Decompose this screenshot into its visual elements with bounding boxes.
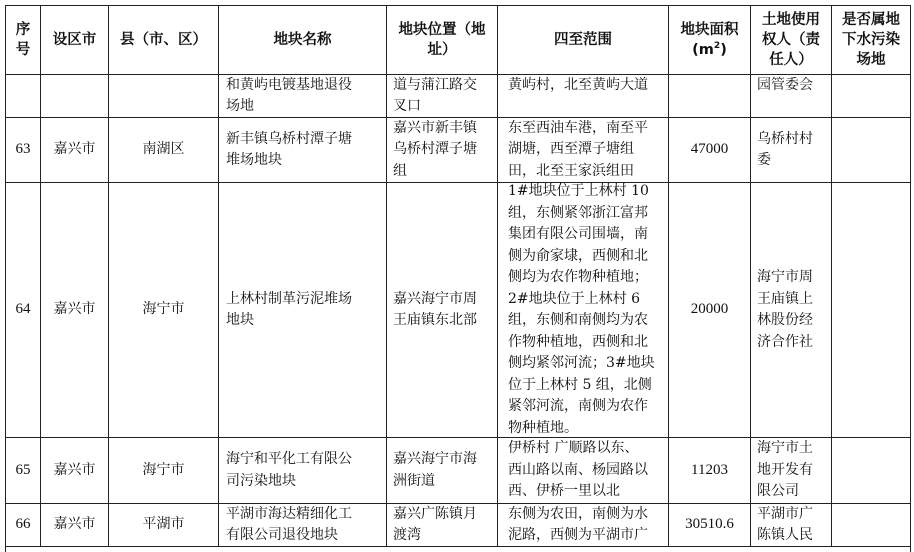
cell-location: 嘉兴广陈镇月 渡湾 — [393, 505, 477, 543]
cell-bounds: 东至西油车港，南至平 湖塘，西至潭子塘组 田，北至王家浜组田 — [508, 119, 648, 179]
column-divider — [831, 5, 832, 546]
header-area-prefix: 地块面积 (m — [680, 22, 739, 58]
column-divider — [750, 5, 751, 546]
cell-bounds: 黄屿村，北至黄屿大道 — [508, 77, 648, 93]
header-seq: 序 号 — [15, 22, 31, 58]
header-area-suffix: ) — [720, 42, 727, 58]
cell-seq: 63 — [15, 141, 31, 158]
cell-name: 新丰镇乌桥村潭子塘 堆场地块 — [226, 130, 352, 168]
cell-county: 平湖市 — [142, 516, 185, 533]
cell-bounds: 伊桥村 广顺路以东、 西山路以南、杨园路以 西、伊桥一里以北 — [508, 440, 648, 500]
header-groundwater: 是否属地 下水污染 场地 — [842, 12, 900, 68]
column-divider — [218, 5, 219, 546]
cell-location: 嘉兴海宁市周 王庙镇东北部 — [393, 290, 477, 328]
column-divider — [497, 5, 498, 546]
cell-area: 47000 — [690, 141, 729, 158]
cell-area: 11203 — [691, 461, 728, 478]
cell-county: 南湖区 — [142, 141, 185, 158]
cell-name: 和黄屿电镀基地退役 场地 — [226, 76, 352, 114]
cell-owner: 园管委会 — [757, 77, 813, 93]
cell-owner: 乌桥村村 委 — [757, 130, 813, 168]
row-divider — [5, 546, 910, 547]
cell-seq: 66 — [15, 516, 31, 533]
header-name: 地块名称 — [273, 32, 332, 48]
column-divider — [386, 5, 387, 546]
cell-city: 嘉兴市 — [53, 516, 96, 533]
cell-name: 上林村制革污泥堆场 地块 — [226, 290, 352, 328]
header-area-sup: 2 — [713, 41, 721, 52]
cell-seq: 65 — [15, 461, 31, 478]
cell-owner: 海宁市土 地开发有 限公司 — [757, 440, 813, 500]
header-area — [669, 6, 750, 74]
cell-name: 海宁和平化工有限公 司污染地块 — [226, 451, 352, 489]
column-divider — [910, 5, 911, 552]
cell-seq: 64 — [15, 301, 31, 318]
cell-area: 30510.6 — [685, 516, 734, 533]
header-owner: 土地使用 权人（责 任人） — [762, 12, 820, 68]
cell-location: 嘉兴市新丰镇 乌桥村潭子塘 组 — [393, 119, 477, 179]
cell-county: 海宁市 — [142, 301, 185, 318]
header-county: 县（市、区） — [120, 32, 207, 48]
cell-area: 20000 — [690, 301, 729, 318]
cell-name: 平湖市海达精细化工 有限公司退役地块 — [226, 505, 352, 543]
cell-owner: 平湖市广 陈镇人民 — [757, 505, 813, 543]
cell-city: 嘉兴市 — [53, 301, 96, 318]
cell-owner: 海宁市周 王庙镇上 林股份经 济合作社 — [757, 269, 813, 350]
header-location: 地块位置（地 址） — [398, 22, 486, 58]
cell-location: 嘉兴海宁市海 洲街道 — [393, 451, 477, 489]
cell-location: 道与蒲江路交 叉口 — [393, 76, 477, 114]
header-city: 设区市 — [52, 32, 97, 48]
cell-bounds: 东侧为农田，南侧为水 泥路，西侧为平湖市广 — [508, 505, 648, 543]
cell-county: 海宁市 — [142, 461, 185, 478]
cell-city: 嘉兴市 — [53, 461, 96, 478]
cell-city: 嘉兴市 — [53, 141, 96, 158]
header-bounds: 四至范围 — [554, 32, 612, 48]
cell-bounds: 1#地块位于上林村 10 组，东侧紧邻浙江富邦 集团有限公司围墙，南 侧为俞家埭，西侧和北 侧均为农作物种植地； 2#地块位于上林村 6 组，东侧和南侧均为农 作物种植地，西侧和北 侧均紧邻河流；3#地块 位于上林村 5 组，北侧 紧邻河流，南侧为农作 物种植地。 — [508, 183, 655, 436]
